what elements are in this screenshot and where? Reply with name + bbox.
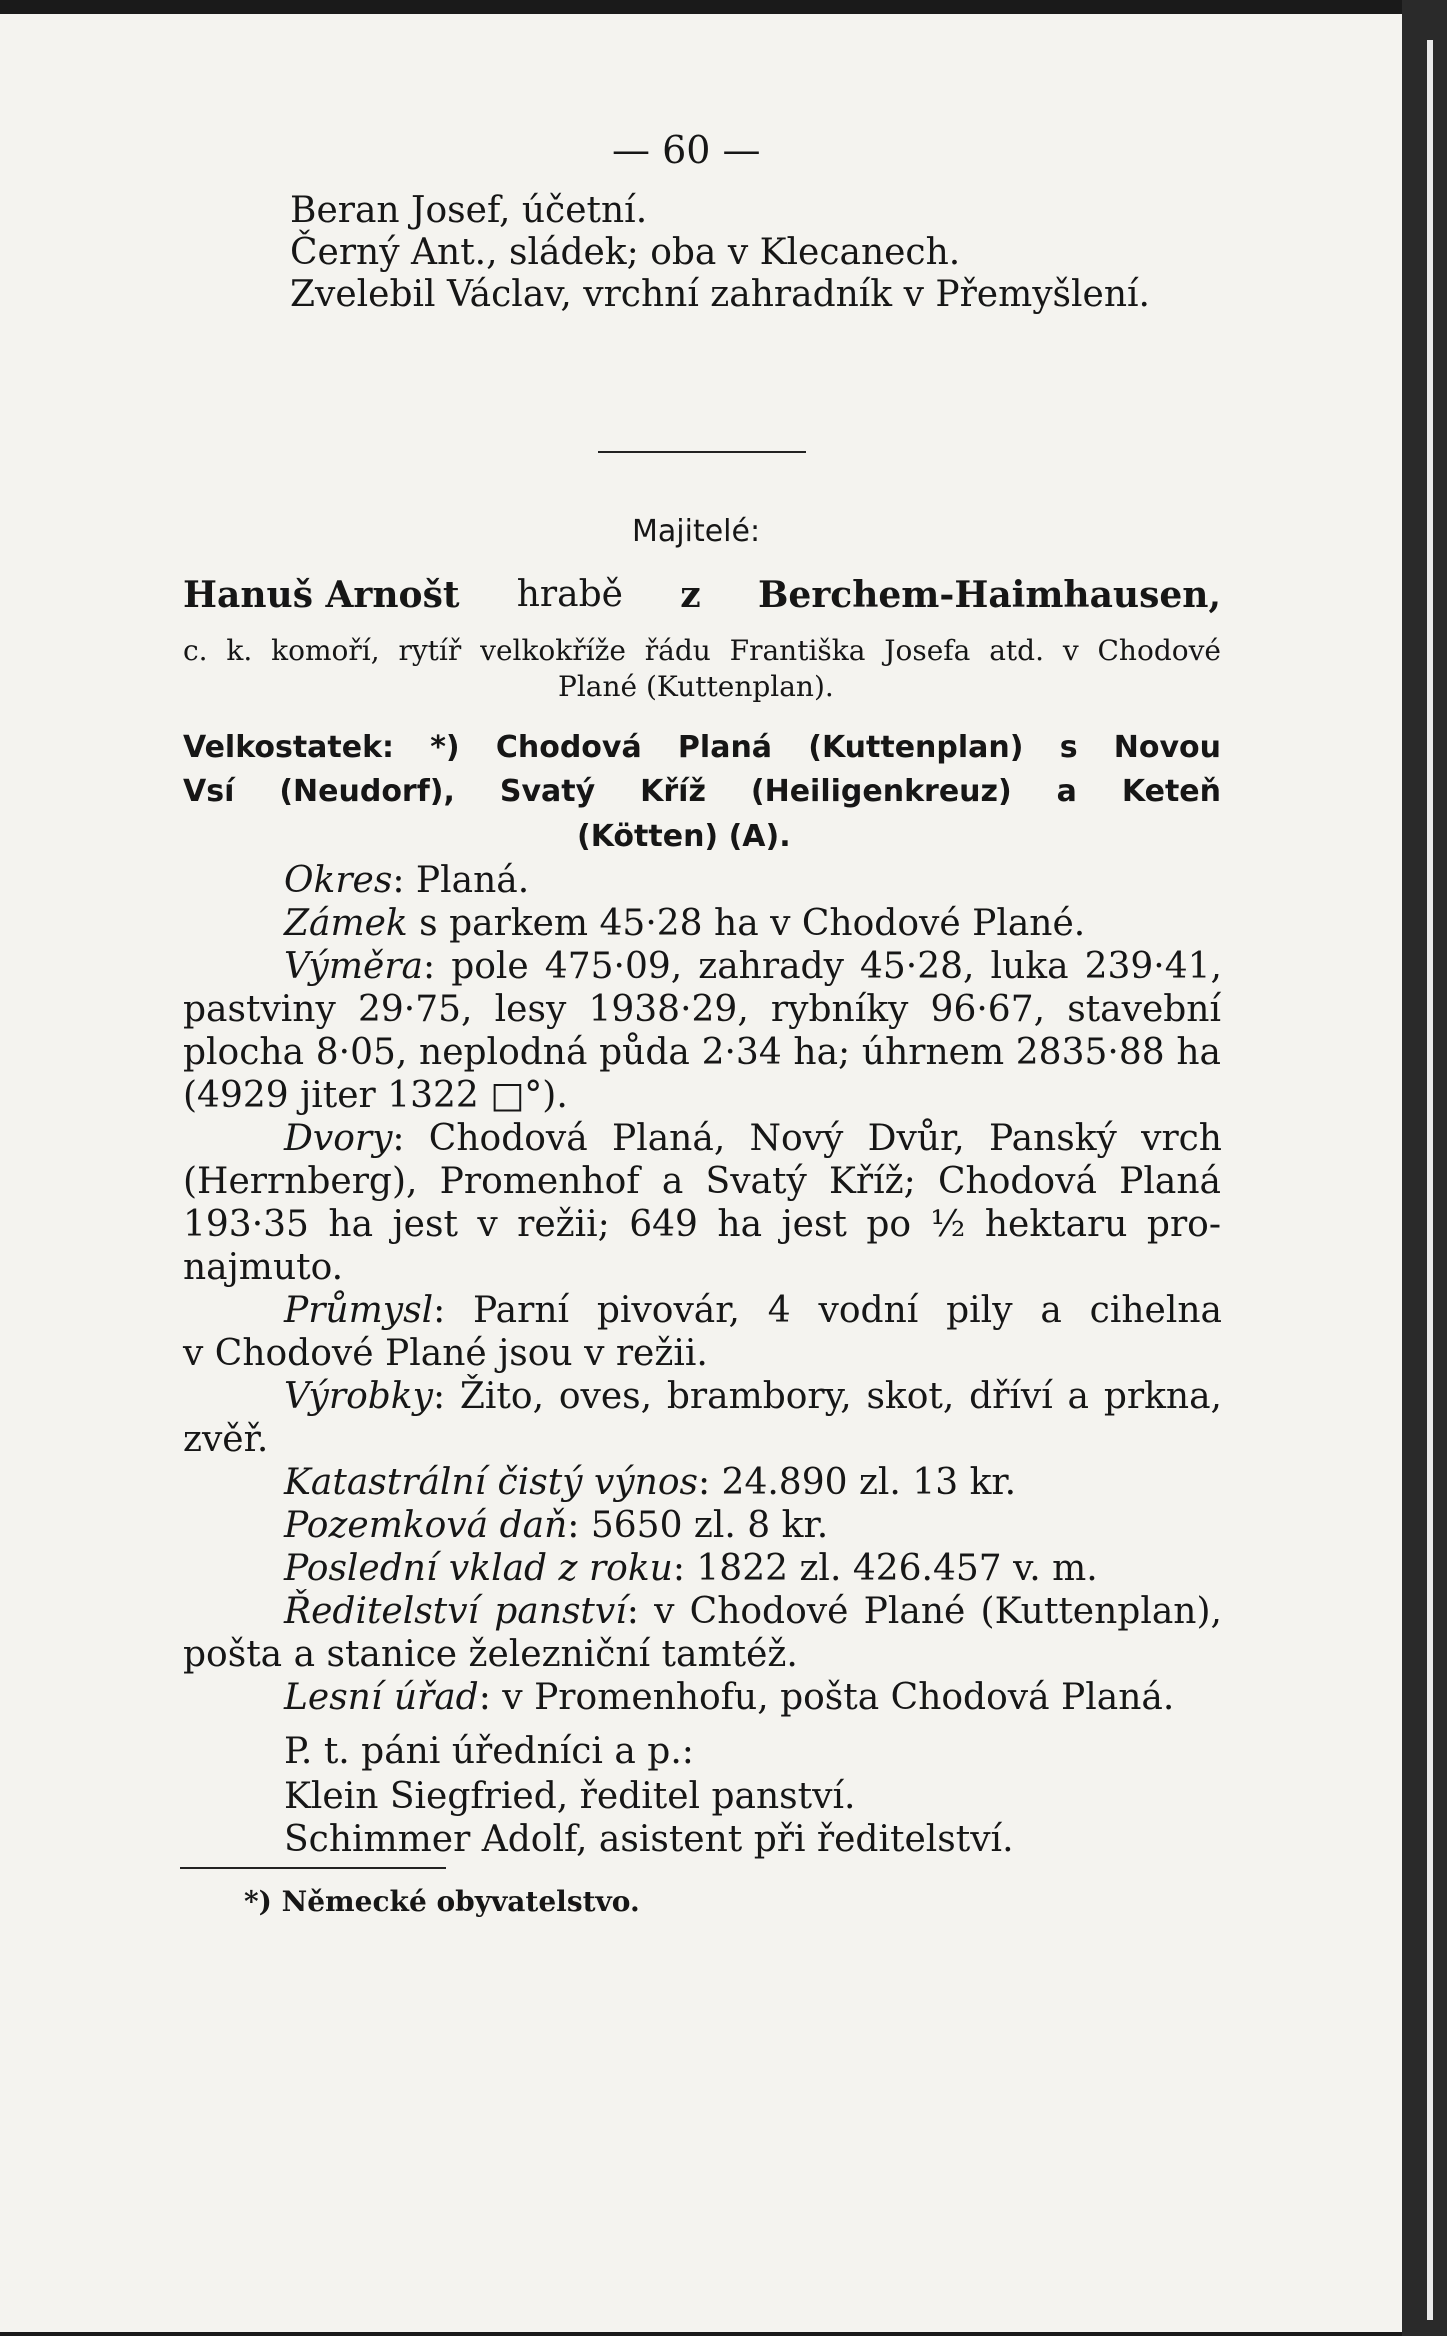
last-deposit	[284, 1548, 1098, 1589]
owner-prefix: z	[680, 574, 701, 616]
area-line: plocha 8·05, neplodná půda 2·34 ha; úhrnem 2835·88 ha	[183, 1032, 1221, 1073]
owner-name-line	[183, 574, 1221, 616]
cadastral-yield	[284, 1462, 1016, 1503]
cadastral-value: : 24.890 zl. 13 kr.	[697, 1462, 1017, 1503]
industry-line	[284, 1290, 1222, 1331]
area-line	[284, 946, 1222, 987]
land-tax	[284, 1505, 828, 1546]
area-label: Výměra	[284, 946, 423, 987]
directorate-line: pošta a stanice železniční tamtéž.	[183, 1634, 798, 1675]
products-line	[284, 1376, 1222, 1417]
last-deposit-label: Poslední vklad z roku	[284, 1548, 673, 1589]
owner-titles: Plané (Kuttenplan).	[558, 670, 834, 703]
staff-line: Beran Josef, účetní.	[290, 190, 648, 231]
industry-label: Průmysl	[284, 1290, 434, 1331]
directorate-line	[284, 1591, 1222, 1632]
official-line: Schimmer Adolf, asistent při ředitelství.	[284, 1819, 1014, 1860]
forest-office-label: Lesní úřad	[284, 1677, 479, 1718]
officials-heading: P. t. páni úředníci a p.:	[284, 1731, 694, 1772]
area-value: : pole 475·09, zahrady 45·28, luka 239·41,	[423, 946, 1222, 987]
footnote: *) Německé obyvatelstvo.	[244, 1885, 640, 1918]
area-line: pastviny 29·75, lesy 1938·29, rybníky 96·67, stavební	[183, 989, 1221, 1030]
section-divider	[598, 451, 806, 453]
area-line: (4929 jiter 1322 □°).	[183, 1075, 568, 1116]
farms-line	[284, 1118, 1222, 1159]
official-line: Klein Siegfried, ředitel panství.	[284, 1776, 856, 1817]
industry-line: v Chodové Plané jsou v režii.	[183, 1333, 708, 1374]
footnote-rule	[180, 1867, 446, 1869]
owner-rank: hrabě	[516, 574, 623, 615]
directorate-label: Ředitelství panství	[284, 1591, 627, 1632]
page-number: — 60 —	[612, 128, 761, 172]
farms-line: 193·35 ha jest v režii; 649 ha jest po ½ hektaru pro-	[183, 1204, 1221, 1245]
industry-value: : Parní pivovár, 4 vodní pily a cihelna	[433, 1290, 1222, 1331]
farms-label: Dvory	[284, 1118, 393, 1159]
owner-titles: c. k. komoří, rytíř velkokříže řádu Františka Josefa atd. v Chodové	[183, 634, 1221, 667]
forest-office	[284, 1677, 1174, 1718]
farms-line: najmuto.	[183, 1247, 344, 1288]
district	[284, 860, 529, 901]
farms-value: : Chodová Planá, Nový Dvůr, Panský vrch	[392, 1118, 1222, 1159]
directorate-value: : v Chodové Plané (Kuttenplan),	[626, 1591, 1222, 1632]
owner-family: Berchem-Haimhausen,	[757, 574, 1221, 616]
staff-line: Černý Ant., sládek; oba v Klecanech.	[290, 232, 961, 273]
land-tax-value: : 5650 zl. 8 kr.	[567, 1505, 829, 1546]
cadastral-label: Katastrální čistý výnos	[284, 1462, 698, 1503]
last-deposit-value: : 1822 zl. 426.457 v. m.	[672, 1548, 1098, 1589]
forest-office-value: : v Promenhofu, pošta Chodová Planá.	[478, 1677, 1175, 1718]
estate-title: (Kötten) (A).	[577, 819, 791, 854]
page-edge-highlight	[1427, 40, 1433, 2320]
products-line: zvěř.	[183, 1419, 269, 1460]
owner-name: Hanuš Arnošt	[183, 574, 460, 616]
district-label: Okres	[284, 860, 393, 901]
castle	[284, 903, 1085, 944]
castle-label: Zámek	[284, 903, 408, 944]
district-value: : Planá.	[392, 860, 530, 901]
estate-title: Velkostatek: *) Chodová Planá (Kuttenplan) s Novou	[183, 730, 1221, 765]
products-value: : Žito, oves, brambory, skot, dříví a prkna,	[432, 1376, 1222, 1417]
book-page	[0, 14, 1402, 2332]
page-edge	[1402, 0, 1447, 2336]
owners-heading: Majitelé:	[632, 514, 761, 549]
staff-line: Zvelebil Václav, vrchní zahradník v Přemyšlení.	[290, 274, 1150, 315]
farms-line: (Herrnberg), Promenhof a Svatý Kříž; Chodová Planá	[183, 1161, 1221, 1202]
castle-value: s parkem 45·28 ha v Chodové Plané.	[407, 903, 1086, 944]
estate-title: Vsí (Neudorf), Svatý Kříž (Heiligenkreuz) a Keteň	[183, 774, 1221, 809]
land-tax-label: Pozemková daň	[284, 1505, 568, 1546]
products-label: Výrobky	[284, 1376, 433, 1417]
